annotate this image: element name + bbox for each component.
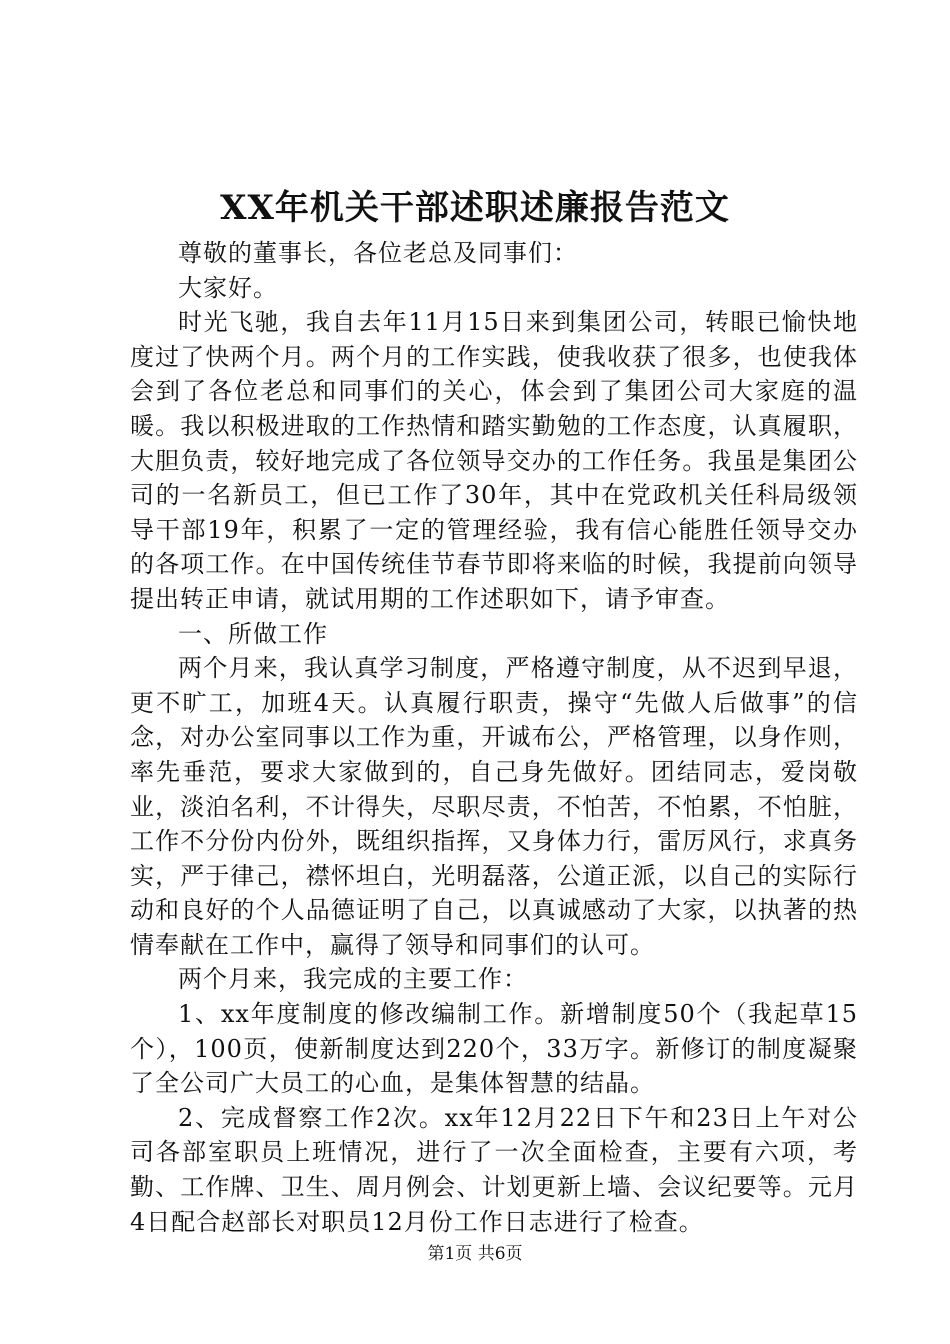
main-work-heading: 两个月来，我完成的主要工作： [178, 965, 528, 994]
document-body [130, 236, 858, 1239]
work-item-1: 1、xx年度制度的修改编制工作。新增制度50个（我起草15个），100页，使新制度达到220个，33万字。新修订的制度凝聚了全公司广大员工的心血，是集体智慧的结晶。 [130, 1000, 858, 1098]
document-title: XX年机关干部述职述廉报告范文 [220, 188, 730, 228]
greeting: 大家好。 [178, 273, 278, 302]
work-item-2: 2、完成督察工作2次。xx年12月22日下午和23日上午对公司各部室职员上班情况，进行了一次全面检查，主要有六项，考勤、工作牌、卫生、周月例会、计划更新上墙、会议纪要等。元月4日配合赵部长对职员12月份工作日志进行了检查。 [130, 1103, 858, 1236]
intro-paragraph: 时光飞驰，我自去年11月15日来到集团公司，转眼已愉快地度过了快两个月。两个月的工作实践，使我收获了很多，也使我体会到了各位老总和同事们的关心，体会到了集团公司大家庭的温暖。我以积极进取的工作热情和踏实勤勉的工作态度，认真履职，大胆负责，较好地完成了各位领导交办的工作任务。我虽是集团公司的一名新员工，但已工作了30年，其中在党政机关任科局级领导干部19年，积累了一定的管理经验，我有信心能胜任领导交办的各项工作。在中国传统佳节春节即将来临的时候，我提前向领导提出转正申请，就试用期的工作述职如下，请予审查。 [130, 308, 858, 613]
page-footer: 第1页 共6页 [427, 1244, 523, 1264]
section-heading: 一、所做工作 [178, 619, 328, 648]
salutation: 尊敬的董事长，各位老总及同事们： [178, 239, 578, 267]
work-paragraph: 两个月来，我认真学习制度，严格遵守制度，从不迟到早退，更不旷工，加班4天。认真履行职责，操守“先做人后做事”的信念，对办公室同事以工作为重，开诚布公，严格管理，以身作则，率先垂范，要求大家做到的，自己身先做好。团结同志，爱岗敬业，淡泊名利，不计得失，尽职尽责，不怕苦，不怕累，不怕脏，工作不分份内份外，既组织指挥，又身体力行，雷厉风行，求真务实，严于律己，襟怀坦白，光明磊落，公道正派，以自己的实际行动和良好的个人品德证明了自己，以真诚感动了大家，以执著的热情奉献在工作中，赢得了领导和同事们的认可。 [130, 654, 858, 959]
